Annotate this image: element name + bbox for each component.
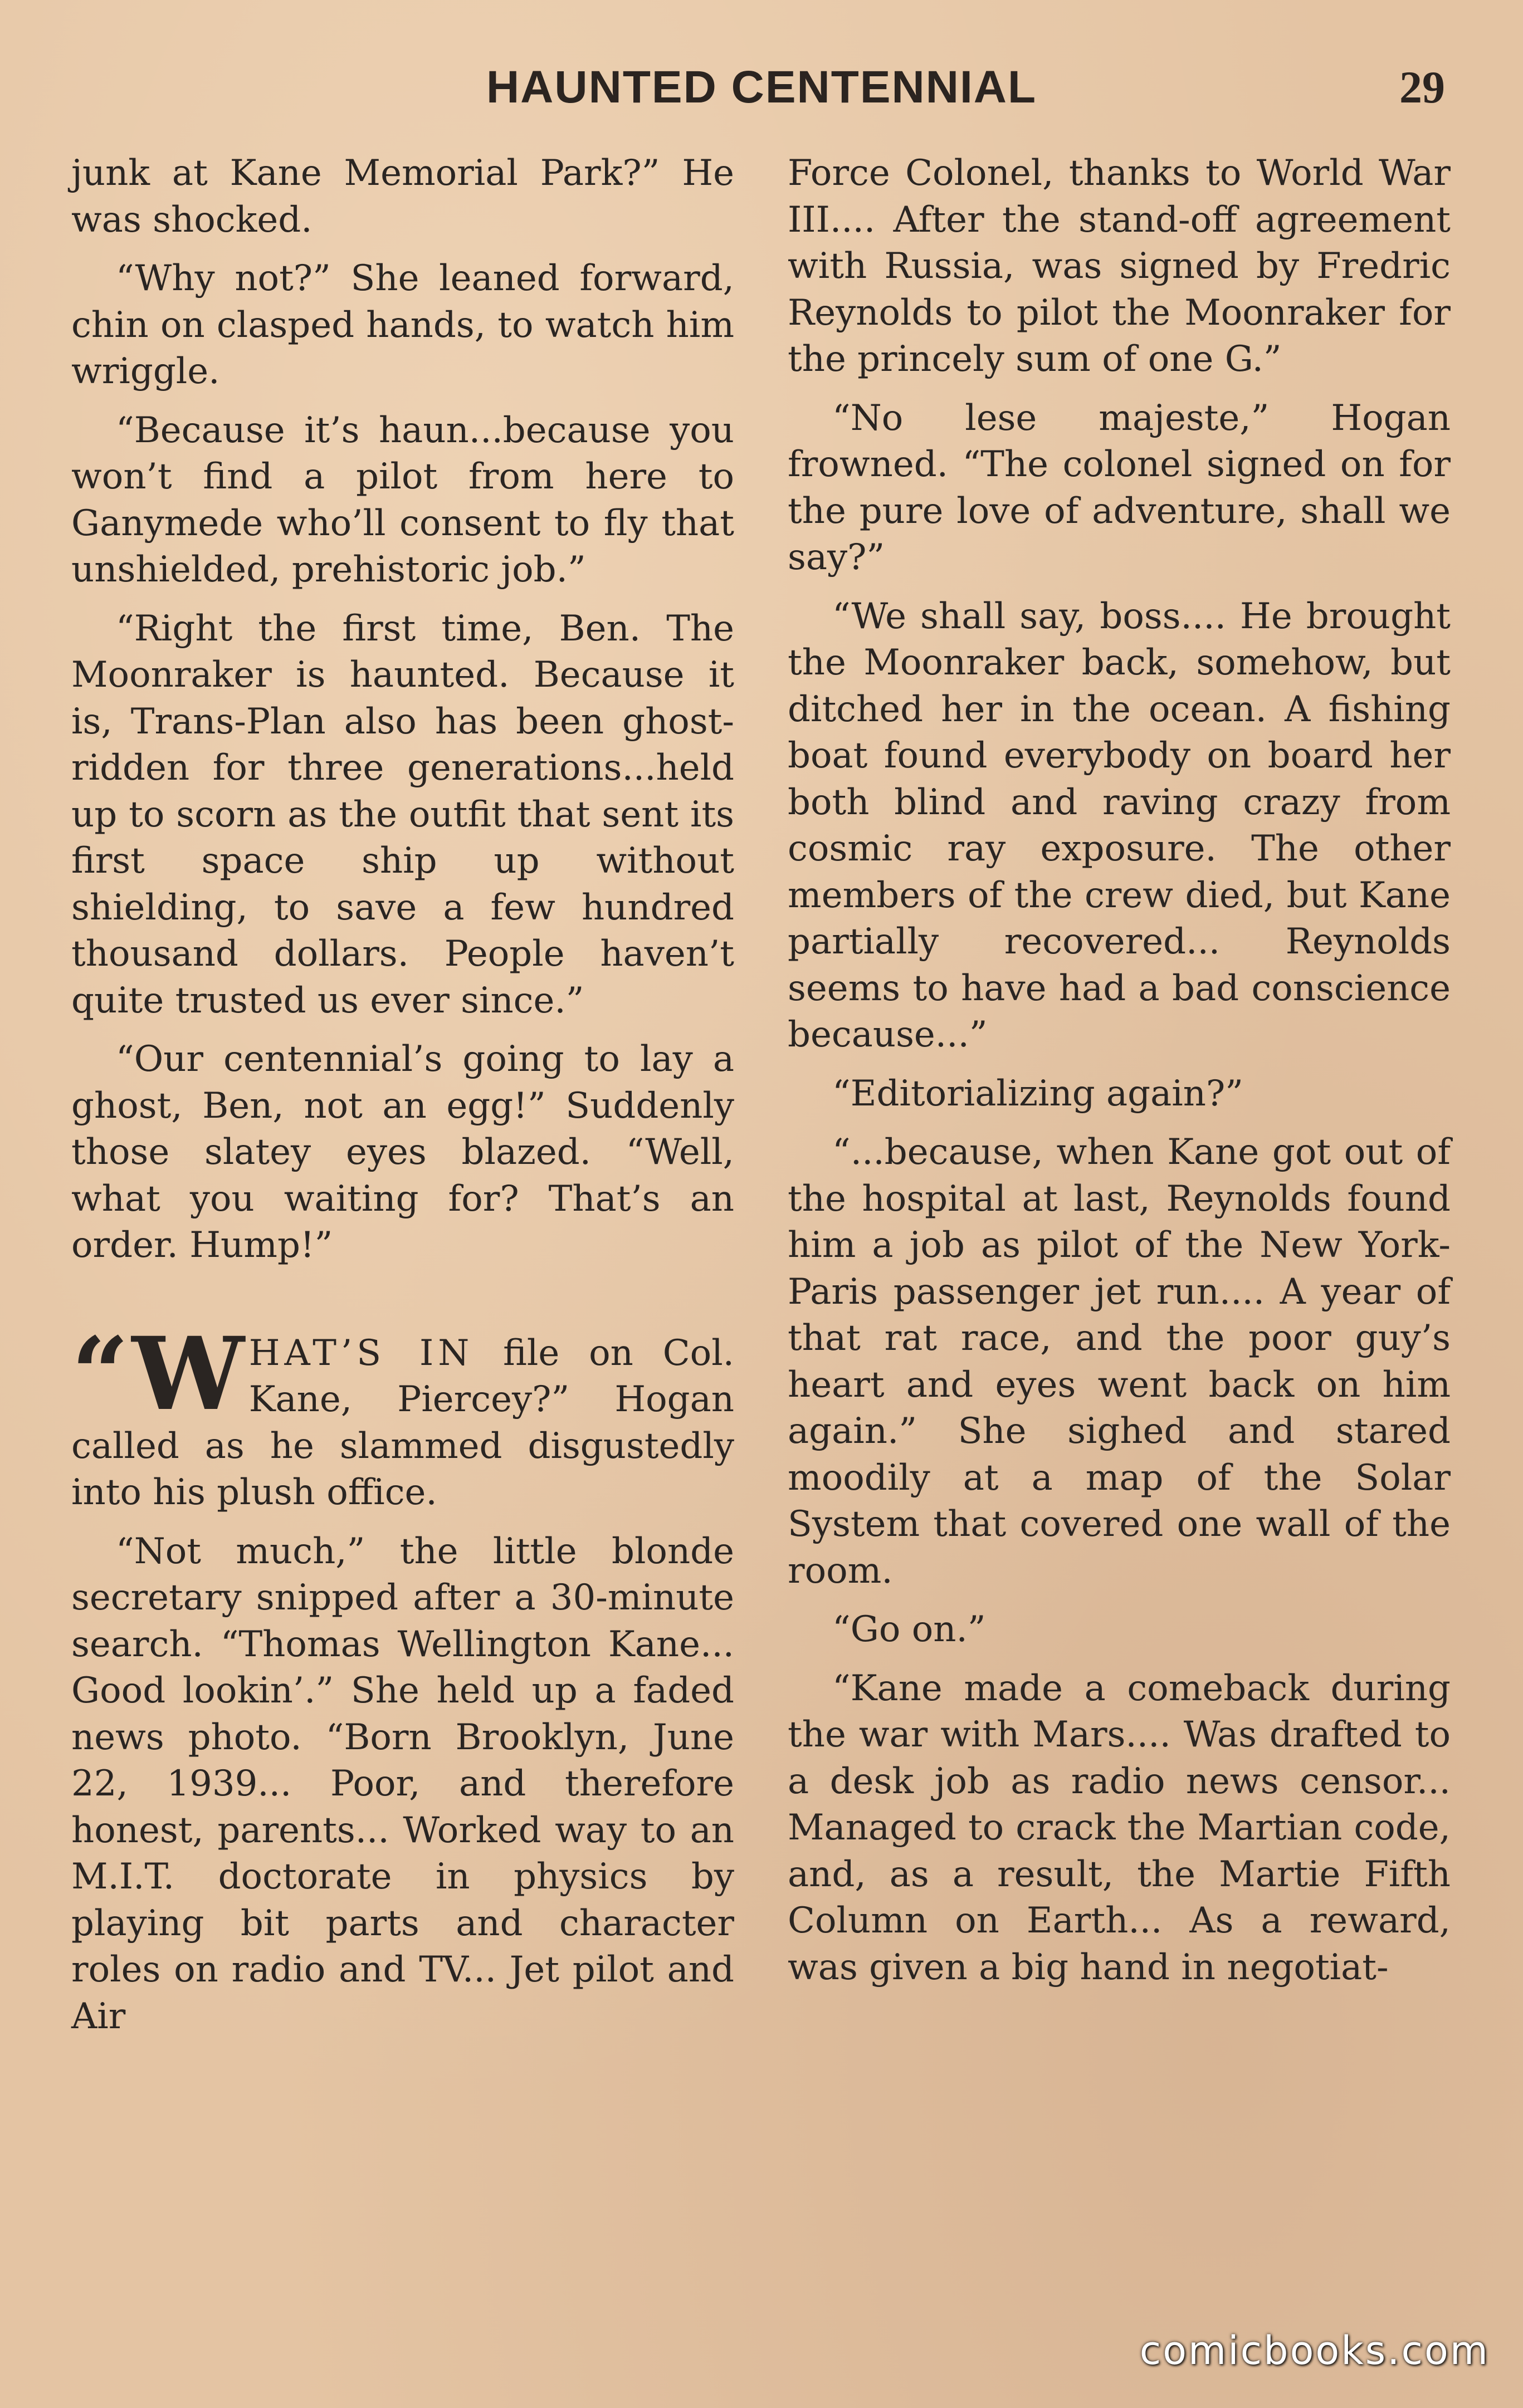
section-text: file on Col. Kane, Piercey?” Hogan called as he slammed disgustedly into his plush office. (71, 1332, 735, 1513)
drop-cap: “W (71, 1315, 245, 1433)
paragraph: “Not much,” the little blonde secretary snipped after a 30-minute search. “Thomas Wellington Kane... Good lookin’.” She held up a faded news photo. “Born Brooklyn, June 22, 1939... Poor, and therefore honest, parents... Worked way to an M.I.T. doctorate in physics by playing bit parts and character roles on radio and TV... Jet pilot and Air (71, 1530, 734, 2037)
paragraph: “Go on.” (832, 1609, 986, 1650)
paragraph: “Our centennial’s going to lay a ghost, Ben, not an egg!” Suddenly those slatey eyes blazed. “Well, what you waiting for? That’s an order. Hump!” (71, 1039, 734, 1266)
paragraph: “No lese majeste,” Hogan frowned. “The colonel signed on for the pure love of adventure, shall we say?” (788, 397, 1451, 578)
watermark: comicbooks.com (1139, 2328, 1490, 2373)
section-lead-in: HAT’S IN (248, 1332, 474, 1374)
page-number: 29 (1399, 62, 1445, 112)
left-column (71, 150, 734, 2040)
running-header (0, 61, 1523, 123)
paragraph: junk at Kane Memorial Park?” He was shocked. (71, 153, 734, 241)
paragraph: “Kane made a comeback during the war with Mars.... Was drafted to a desk job as radio news censor... Managed to crack the Martian code, and, as a result, the Martie Fifth Column on Earth... As a reward, was given a big hand in negotiat- (788, 1667, 1451, 1988)
section-opening-paragraph (71, 1315, 735, 1516)
running-title: HAUNTED CENTENNIAL (486, 62, 1037, 112)
paragraph: “Editorializing again?” (832, 1073, 1243, 1114)
right-column (788, 150, 1451, 1991)
paragraph: “Right the first time, Ben. The Moonraker is haunted. Because it is, Trans-Plan also has been ghost-ridden for three generations...held up to scorn as the outfit that sent its first space ship up without shielding, to save a few hundred thousand dollars. People haven’t quite trusted us ever since.” (71, 608, 734, 1021)
paragraph: Force Colonel, thanks to World War III.... After the stand-off agreement with Russia, was signed by Fredric Reynolds to pilot the Moonraker for the princely sum of one G.” (788, 153, 1451, 380)
paragraph: “...because, when Kane got out of the hospital at last, Reynolds found him a job as pilot of the New York-Paris passenger jet run.... A year of that rat race, and the poor guy’s heart and eyes went back on him again.” She sighed and stared moodily at a map of the Solar System that covered one wall of the room. (788, 1132, 1451, 1592)
paragraph: “Because it’s haun...because you won’t find a pilot from here to Ganymede who’ll consent to fly that unshielded, prehistoric job.” (71, 409, 734, 590)
paragraph: “We shall say, boss.... He brought the Moonraker back, somehow, but ditched her in the ocean. A fishing boat found everybody on board her both blind and raving crazy from cosmic ray exposure. The other members of the crew died, but Kane partially recovered... Reynolds seems to have had a bad conscience because...” (788, 595, 1451, 1055)
paragraph: “Why not?” She leaned forward, chin on clasped hands, to watch him wriggle. (71, 258, 734, 392)
